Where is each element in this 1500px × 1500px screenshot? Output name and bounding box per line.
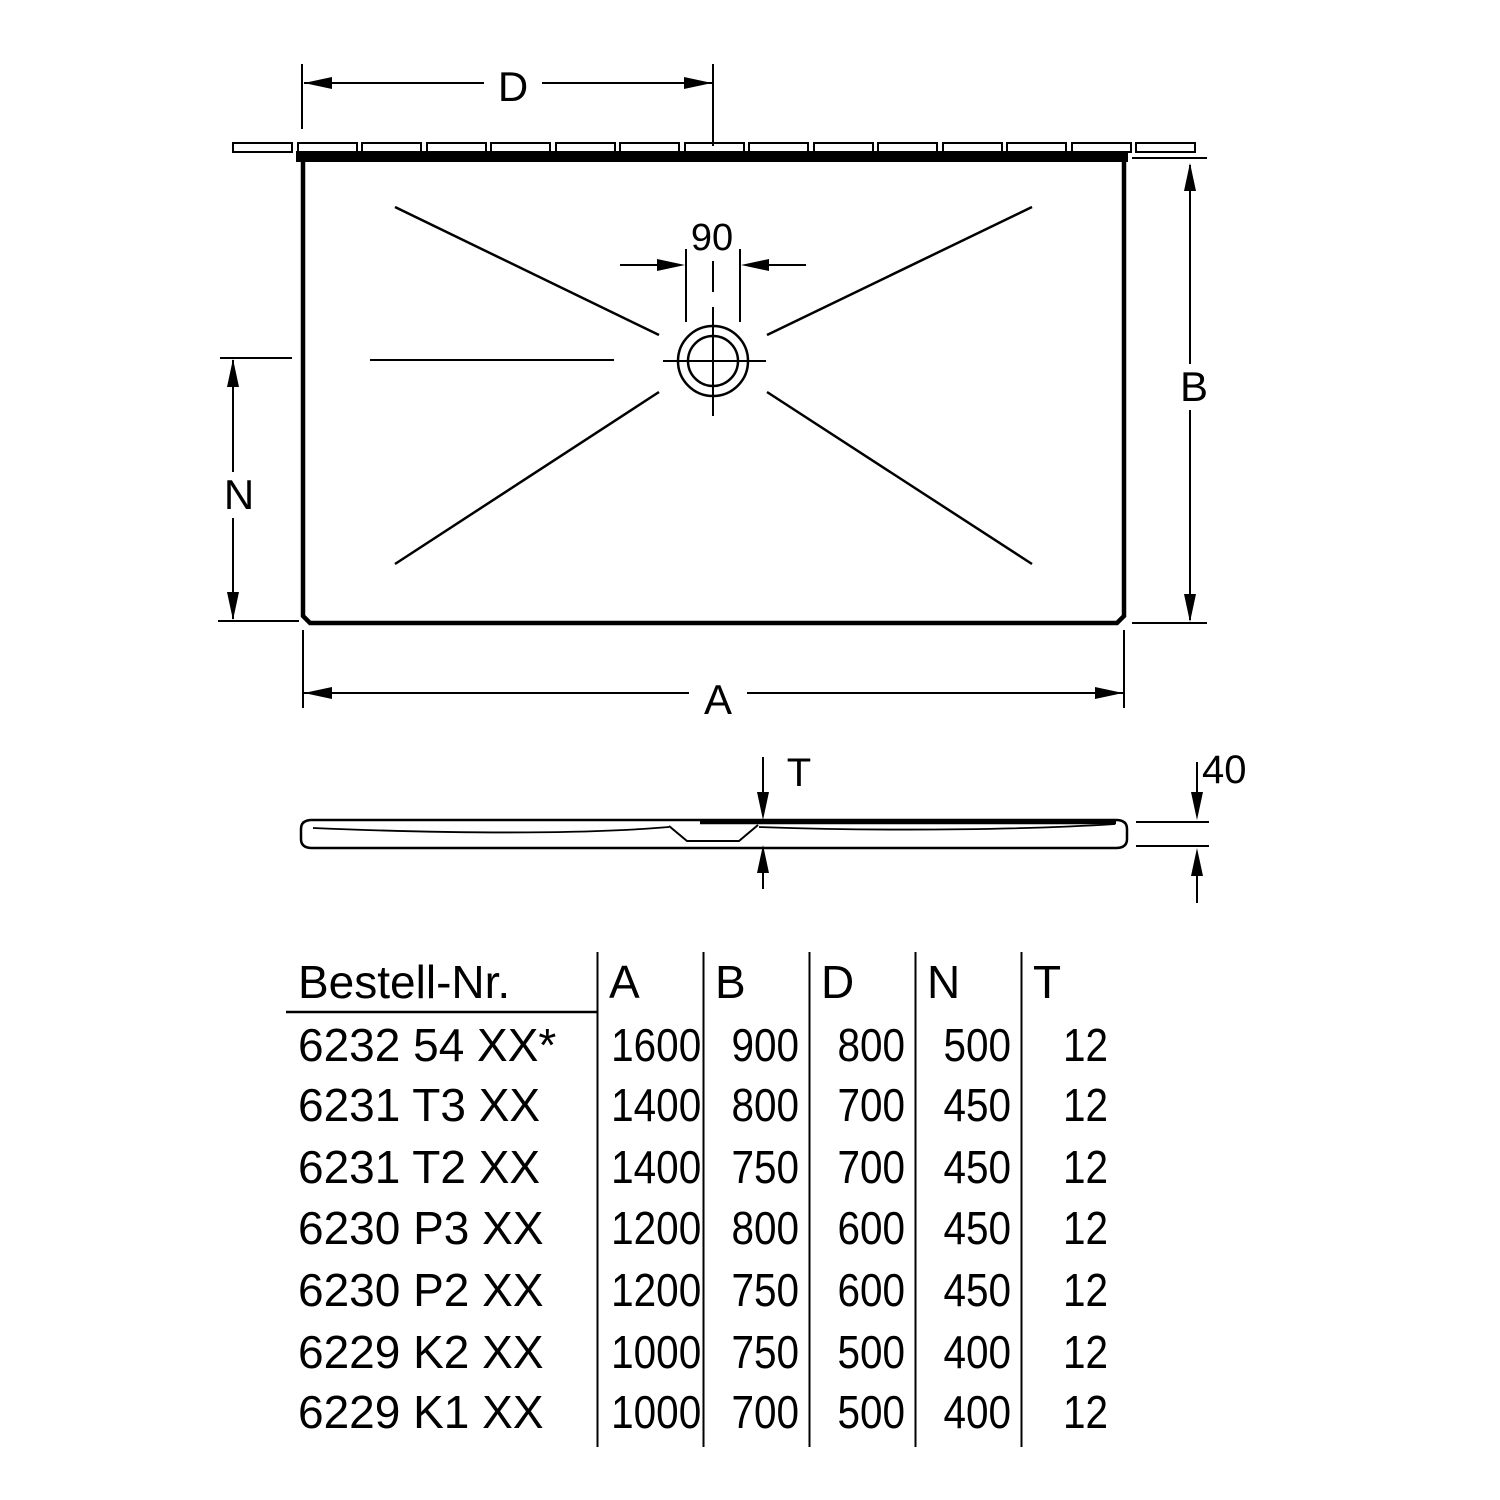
table-cell-n: 450 [943, 1264, 1011, 1316]
table-cell-b: 900 [731, 1019, 799, 1071]
dim-t-label: T [786, 751, 812, 795]
table-row-order-no: 6230 P3 XX [298, 1202, 544, 1254]
table-cell-a: 1400 [611, 1141, 702, 1193]
table-cell-d: 600 [837, 1202, 905, 1254]
table-cell-t: 12 [1062, 1202, 1108, 1254]
table-cell-a: 1200 [611, 1202, 702, 1254]
table-cell-t: 12 [1062, 1326, 1108, 1378]
table-row-order-no: 6232 54 XX* [298, 1019, 557, 1071]
table-cell-t: 12 [1062, 1019, 1108, 1071]
dim-b-label: B [1165, 364, 1223, 410]
table-cell-t: 12 [1062, 1264, 1108, 1316]
table-row-order-no: 6229 K1 XX [298, 1386, 544, 1438]
table-row-order-no: 6231 T2 XX [298, 1141, 541, 1193]
table-cell-n: 400 [943, 1386, 1011, 1438]
table-cell-d: 700 [837, 1079, 905, 1131]
table-row-order-no: 6231 T3 XX [298, 1079, 541, 1131]
dim-n-label: N [210, 472, 268, 518]
table-header-b: B [715, 956, 746, 1008]
table-cell-t: 12 [1062, 1386, 1108, 1438]
table-header-d: D [821, 956, 855, 1008]
table-cell-d: 500 [837, 1326, 905, 1378]
table-cell-b: 750 [731, 1141, 799, 1193]
table-cell-b: 800 [731, 1202, 799, 1254]
table-cell-n: 450 [943, 1079, 1011, 1131]
table-cell-b: 750 [731, 1264, 799, 1316]
dim-40-arrows [1191, 792, 1203, 876]
table-header-order-no: Bestell-Nr. [298, 956, 511, 1008]
table-cell-n: 450 [943, 1202, 1011, 1254]
table-cell-a: 1200 [611, 1264, 702, 1316]
tray-top-edge-bar [296, 151, 1128, 162]
table-header-t: T [1033, 956, 1062, 1008]
dim-a-label: A [689, 677, 747, 723]
dim-height-label: 40 [1202, 748, 1247, 792]
table-cell-a: 1400 [611, 1079, 702, 1131]
table-cell-b: 800 [731, 1079, 799, 1131]
dim-40 [1136, 762, 1209, 903]
table-header-n: N [927, 956, 961, 1008]
table-cell-d: 500 [837, 1386, 905, 1438]
table-cell-a: 1000 [611, 1386, 702, 1438]
table-cell-n: 400 [943, 1326, 1011, 1378]
table-cell-d: 800 [837, 1019, 905, 1071]
table-row-order-no: 6230 P2 XX [298, 1264, 544, 1316]
table-cell-t: 12 [1062, 1079, 1108, 1131]
table-cell-n: 500 [943, 1019, 1011, 1071]
table-row-order-no: 6229 K2 XX [298, 1326, 544, 1378]
center-lines [370, 261, 766, 416]
dim-d-label: D [484, 64, 542, 110]
table-cell-d: 600 [837, 1264, 905, 1316]
table-header-a: A [609, 956, 640, 1008]
drain-dim-label: 90 [690, 217, 734, 259]
table-cell-t: 12 [1062, 1141, 1108, 1193]
table-cell-b: 700 [731, 1386, 799, 1438]
table-cell-b: 750 [731, 1326, 799, 1378]
table-cell-a: 1600 [611, 1019, 702, 1071]
table-cell-d: 700 [837, 1141, 905, 1193]
table-cell-a: 1000 [611, 1326, 702, 1378]
table-cell-n: 450 [943, 1141, 1011, 1193]
